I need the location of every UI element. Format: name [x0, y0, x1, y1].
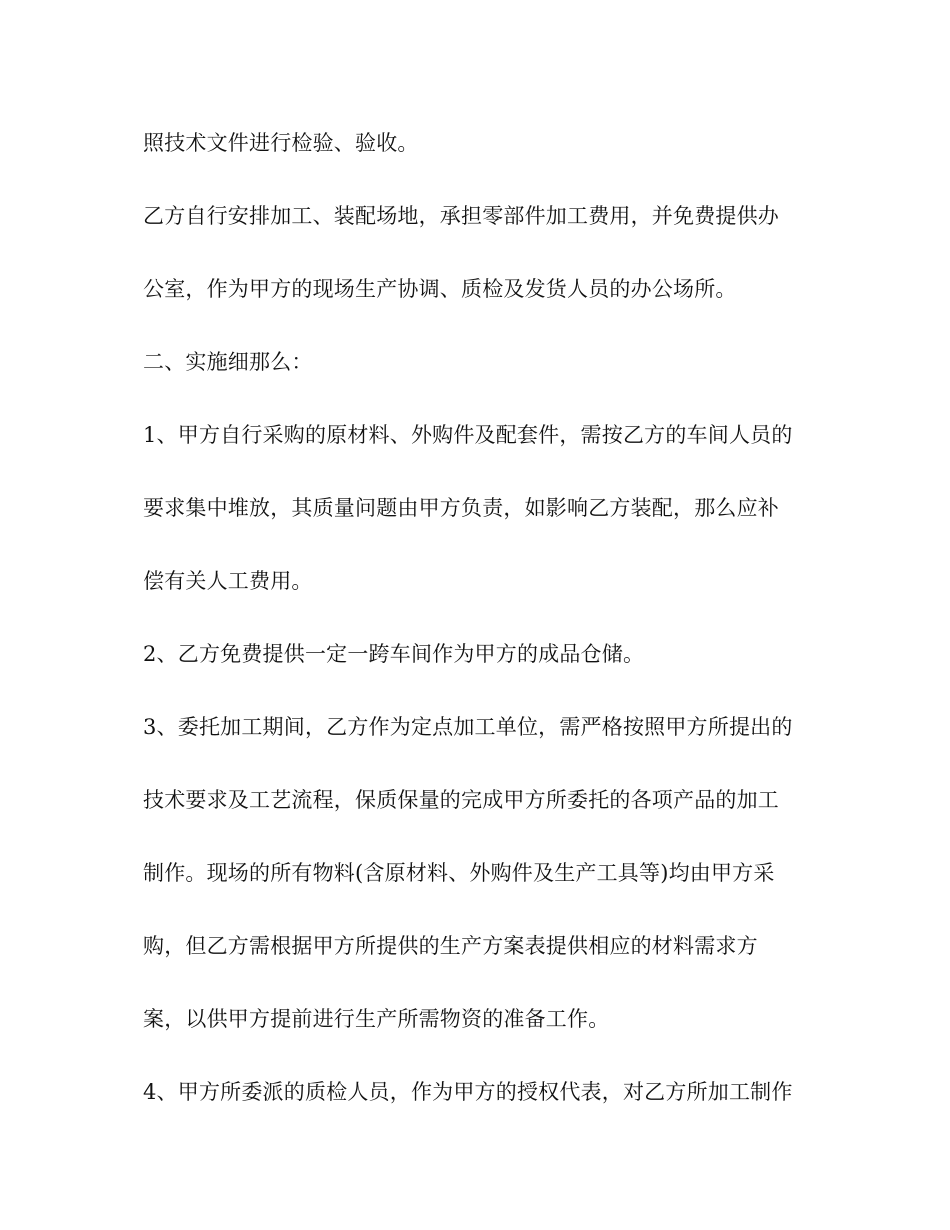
text-line: 1、甲方自行采购的原材料、外购件及配套件，需按乙方的车间人员的 — [143, 423, 793, 447]
text-line: 购，但乙方需根据甲方所提供的生产方案表提供相应的材料需求方 — [143, 934, 758, 958]
text-line: 案，以供甲方提前进行生产所需物资的准备工作。 — [143, 1007, 610, 1031]
text-line: 2、乙方免费提供一定一跨车间作为甲方的成品仓储。 — [143, 642, 645, 666]
text-line: 乙方自行安排加工、装配场地，承担零部件加工费用，并免费提供办 — [143, 204, 779, 228]
text-line: 照技术文件进行检验、验收。 — [143, 131, 419, 155]
text-line: 制作。现场的所有物料(含原材料、外购件及生产工具等)均由甲方采 — [143, 861, 775, 885]
text-line: 公室，作为甲方的现场生产协调、质检及发货人员的办公场所。 — [143, 277, 737, 301]
section-heading: 二、实施细那么： — [143, 350, 313, 374]
text-line: 要求集中堆放，其质量问题由甲方负责，如影响乙方装配，那么应补 — [143, 496, 779, 520]
text-line: 偿有关人工费用。 — [143, 569, 313, 593]
text-line: 技术要求及工艺流程，保质保量的完成甲方所委托的各项产品的加工 — [143, 788, 779, 812]
text-line: 3、委托加工期间，乙方作为定点加工单位，需严格按照甲方所提出的 — [143, 715, 793, 739]
text-line: 4、甲方所委派的质检人员，作为甲方的授权代表，对乙方所加工制作 — [143, 1080, 793, 1104]
